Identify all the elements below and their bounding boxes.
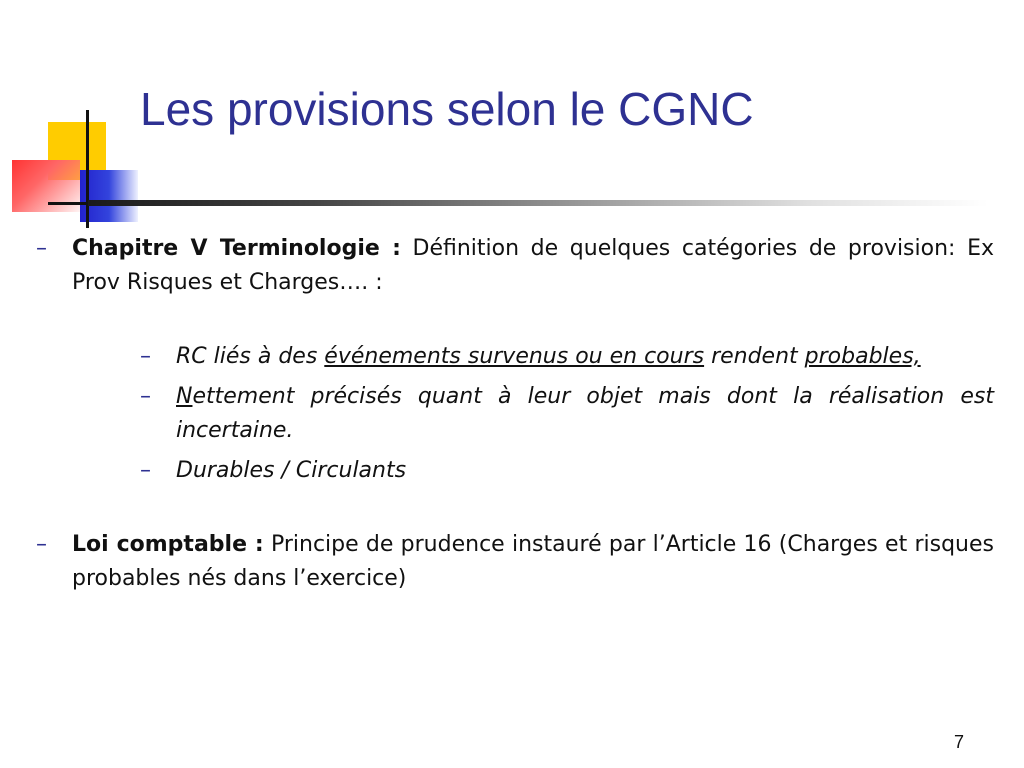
sub-bullet-prefix: RC liés à des	[176, 344, 325, 369]
sub-bullet-item-nettement	[36, 380, 994, 448]
sub-bullet-text: ettement précisés quant à leur objet mais dont la réalisation est incertaine.	[176, 384, 994, 443]
bullet-bold-label: Chapitre V Terminologie :	[72, 236, 401, 261]
sub-bullet-text: Durables / Circulants	[176, 458, 407, 483]
bullet-dash-icon: –	[140, 384, 151, 409]
bullet-text: Définition de quelques catégories de provision: Ex Prov Risques et Charges…. :	[72, 236, 994, 295]
slide-title: Les provisions selon le CGNC	[140, 83, 754, 135]
page-number: 7	[953, 732, 964, 752]
bullet-bold-label: Loi comptable :	[72, 532, 264, 557]
bullet-text: Principe de prudence instauré par l’Article 16 (Charges et risques probables nés dans l’exercice)	[72, 532, 994, 591]
sub-bullet-item-durables	[36, 454, 994, 488]
bullet-dash-icon: –	[140, 458, 151, 483]
bullet-item-loi-comptable	[36, 528, 994, 596]
sub-bullet-underlined: événements survenus ou en cours	[324, 344, 705, 369]
sub-bullet-middle: rendent	[704, 344, 805, 369]
bullet-dash-icon: –	[36, 236, 47, 261]
logo-vertical-line	[86, 110, 89, 228]
bullet-dash-icon: –	[140, 344, 151, 369]
bullet-item-chapitre	[36, 232, 994, 300]
sub-bullet-underlined-2: probables,	[804, 344, 921, 369]
slide-body	[36, 232, 996, 596]
bullet-dash-icon: –	[36, 532, 47, 557]
sub-bullet-item-rc	[36, 340, 994, 374]
sub-bullet-initial: N	[176, 384, 193, 409]
title-underline-rule	[88, 200, 988, 206]
